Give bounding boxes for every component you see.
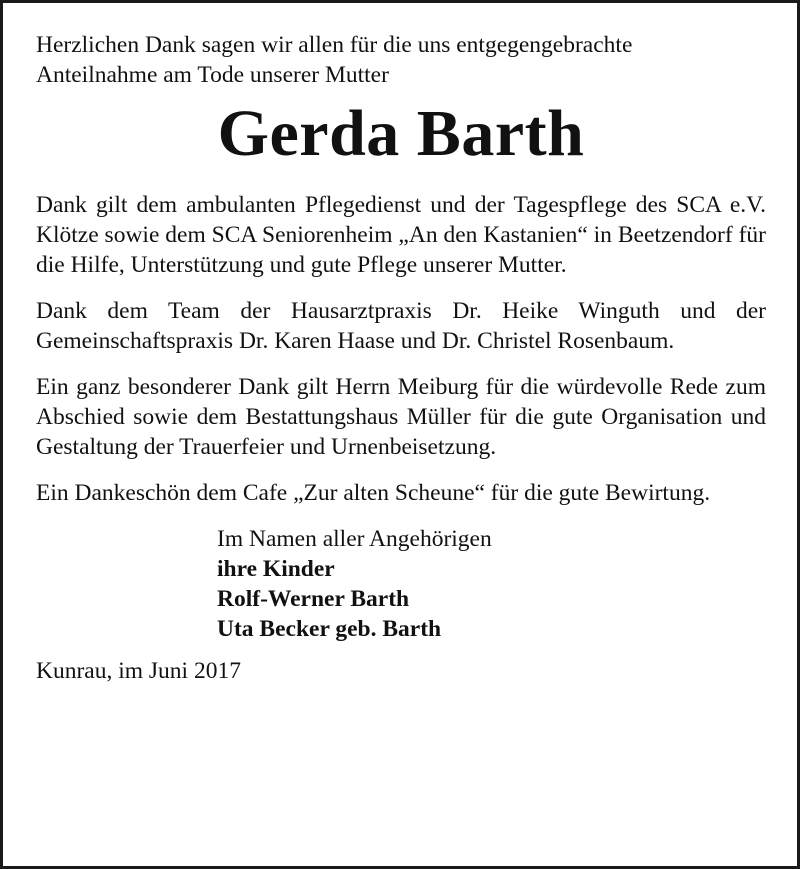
intro-line-2: Anteilnahme am Tode unserer Mutter bbox=[36, 62, 389, 88]
signature-name-1: Rolf-Werner Barth bbox=[217, 586, 410, 612]
intro-text bbox=[36, 30, 766, 90]
signature-on-behalf: Im Namen aller Angehörigen bbox=[217, 526, 492, 552]
notice-content bbox=[36, 30, 766, 686]
signature-name-2: Uta Becker geb. Barth bbox=[217, 616, 442, 642]
deceased-name: Gerda Barth bbox=[217, 97, 585, 170]
thanks-paragraph-funeral: Ein ganz besonderer Dank gilt Herrn Meiburg für die würdevolle Rede zum Abschied sowie dem Bestattungshaus Müller für die gute Organisation und Gestaltung der Trauerfeier und Urnenbeisetzung. bbox=[36, 374, 766, 460]
signature-block bbox=[217, 524, 766, 644]
signature-relation: ihre Kinder bbox=[217, 556, 335, 582]
place-date: Kunrau, im Juni 2017 bbox=[36, 658, 241, 684]
thanks-paragraph-doctors: Dank dem Team der Hausarztpraxis Dr. Heike Winguth und der Gemeinschaftspraxis Dr. Karen Haase und Dr. Christel Rosenbaum. bbox=[36, 298, 766, 354]
thanks-paragraph-cafe: Ein Dankeschön dem Cafe „Zur alten Scheune“ für die gute Bewirtung. bbox=[36, 480, 711, 506]
thanks-paragraph-care: Dank gilt dem ambulanten Pflegedienst und der Tagespflege des SCA e.V. Klötze sowie dem SCA Seniorenheim „An den Kastanien“ in Beetzendorf für die Hilfe, Unterstützung und gute Pflege unserer Mutter. bbox=[36, 192, 766, 278]
intro-line-1: Herzlichen Dank sagen wir allen für die uns entgegengebrachte bbox=[36, 32, 633, 58]
